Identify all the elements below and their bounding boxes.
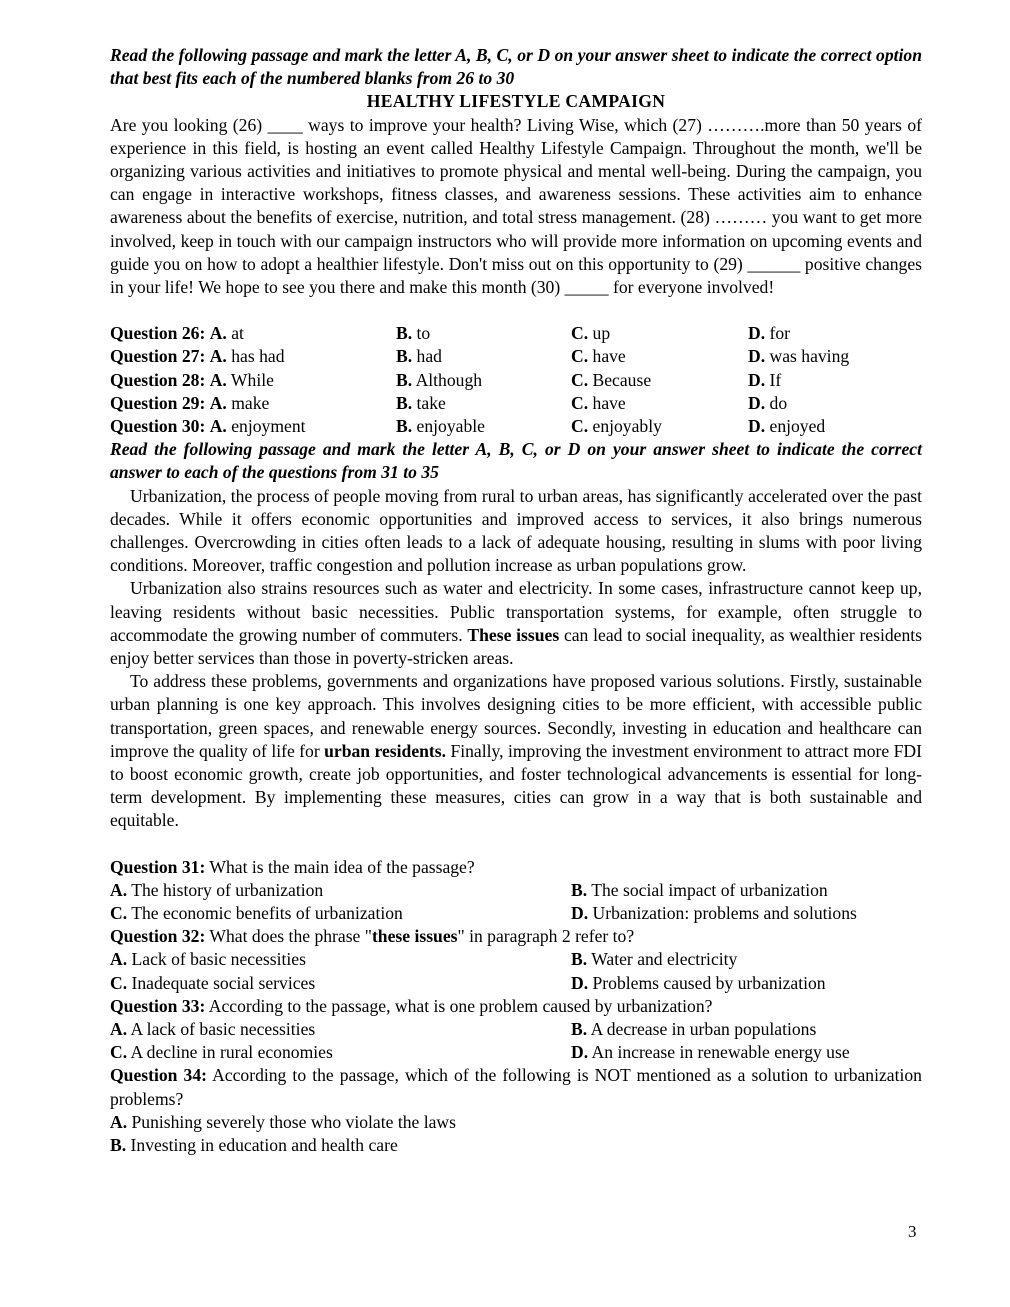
question-34 xyxy=(110,1064,922,1157)
question-32 xyxy=(110,925,922,995)
option-a[interactable]: A. The history of urbanization xyxy=(110,879,324,900)
question-label: Question 32: xyxy=(110,926,206,947)
option-c[interactable]: C. Inadequate social services xyxy=(110,972,316,993)
option-b[interactable]: B. take xyxy=(396,392,446,413)
option-d[interactable]: D. Problems caused by urbanization xyxy=(571,972,826,993)
question-text: According to the passage, which of the following is NOT mentioned as a solution to urbanization problems? xyxy=(110,1065,922,1109)
paragraph-text: Finally, improving the investment environment to attract more FDI to boost economic growth, create job opportunities, and foster technological advancements is essential for long-term development. By implementing these measures, cities can grow in a way that is both sustainable and equitable. xyxy=(110,740,922,831)
question-label: Question 34: xyxy=(110,1065,207,1086)
option-a[interactable]: Question 28: A. While xyxy=(110,369,274,390)
options-row xyxy=(110,948,922,971)
option-b[interactable]: B. enjoyable xyxy=(396,415,485,436)
question-text: What is the main idea of the passage? xyxy=(209,856,475,877)
option-a[interactable]: A. Lack of basic necessities xyxy=(110,949,306,970)
option-b[interactable]: B. The social impact of urbanization xyxy=(571,879,828,900)
page-content xyxy=(110,44,922,1157)
option-c[interactable]: C. enjoyably xyxy=(571,415,662,436)
option-b[interactable]: B. A decrease in urban populations xyxy=(571,1018,817,1039)
reading-paragraph-1: Urbanization, the process of people moving from rural to urban areas, has significantly accelerated over the past decades. While it offers economic opportunities and improved access to services, it also brings numerous challenges. Overcrowding in cities often leads to a lack of adequate housing, resulting in slums with poor living conditions. Moreover, traffic congestion and pollution increase as urban populations grow. xyxy=(110,485,922,576)
cloze-question-list xyxy=(110,322,922,438)
option-d[interactable]: D. If xyxy=(748,369,782,390)
option-a[interactable]: A. A lack of basic necessities xyxy=(110,1018,316,1039)
question-label: Question 33: xyxy=(110,995,206,1016)
option-a[interactable]: Question 30: A. enjoyment xyxy=(110,415,306,436)
page-number: 3 xyxy=(908,1222,917,1241)
option-c[interactable]: C. have xyxy=(571,392,626,413)
question-31 xyxy=(110,856,922,926)
reading-paragraph-2 xyxy=(110,577,922,670)
option-a[interactable]: Question 26: A. at xyxy=(110,323,244,344)
option-b[interactable]: B. Investing in education and health care xyxy=(110,1134,398,1155)
option-c[interactable]: C. The economic benefits of urbanization xyxy=(110,903,403,924)
highlighted-phrase: urban residents. xyxy=(324,740,447,761)
option-d[interactable]: D. for xyxy=(748,323,791,344)
option-c[interactable]: C. Because xyxy=(571,369,652,390)
option-d[interactable]: D. An increase in renewable energy use xyxy=(571,1042,850,1063)
options-row xyxy=(110,1041,922,1064)
option-a[interactable]: A. Punishing severely those who violate the laws xyxy=(110,1111,456,1132)
option-c[interactable]: C. have xyxy=(571,346,626,367)
options-row xyxy=(110,972,922,995)
question-row xyxy=(110,392,922,415)
paragraph-text: To address these problems, governments and organizations have proposed various solutions. Firstly, sustainable urban planning is one key approach. This involves designing cities to be more efficient, with accessible public transportation, green spaces, and renewable energy sources. Secondly, investing in education and healthcare can improve the quality of life for xyxy=(110,671,922,761)
option-b[interactable]: B. had xyxy=(396,346,442,367)
question-text: What does the phrase "these issues" in paragraph 2 refer to? xyxy=(209,926,635,947)
paragraph-text: can lead to social inequality, as wealthier residents enjoy better services than those in poverty-stricken areas. xyxy=(110,624,922,668)
options-row xyxy=(110,879,922,902)
option-d[interactable]: D. do xyxy=(748,392,788,413)
question-text: According to the passage, what is one problem caused by urbanization? xyxy=(208,995,713,1016)
question-row xyxy=(110,369,922,392)
option-b[interactable]: B. Although xyxy=(396,369,483,390)
options-row xyxy=(110,1018,922,1041)
spacer xyxy=(110,833,922,856)
paragraph-text: Urbanization also strains resources such as water and electricity. In some cases, infrastructure cannot keep up, leaving residents without basic necessities. Public transportation systems, for example, often struggle to accommodate the growing number of commuters. xyxy=(110,578,922,645)
question-label: Question 31: xyxy=(110,856,206,877)
question-33 xyxy=(110,995,922,1065)
option-c[interactable]: C. up xyxy=(571,323,611,344)
option-c[interactable]: C. A decline in rural economies xyxy=(110,1042,333,1063)
section2-instruction: Read the following passage and mark the letter A, B, C, or D on your answer sheet to indicate the correct answer to each of the questions from 31 to 35 xyxy=(110,439,922,483)
passage-cloze: Are you looking (26) ____ ways to improve your health? Living Wise, which (27) ……….more than 50 years of experience in this field, is hosting an event called Healthy Lifestyle Campaign. Throughout the month, we'll be organizing various activities and initiatives to promote physical and mental well-being. During the campaign, you can engage in interactive workshops, fitness classes, and awareness sessions. These activities aim to enhance awareness about the benefits of exercise, nutrition, and total stress management. (28) ……… you want to get more involved, keep in touch with our campaign instructors who will provide more information on upcoming events and guide you on how to adopt a healthier lifestyle. Don't miss out on this opportunity to (29) ______ positive changes in your life! We hope to see you there and make this month (30) _____ for everyone involved! xyxy=(110,114,922,298)
option-b[interactable]: B. to xyxy=(396,323,431,344)
question-row xyxy=(110,345,922,368)
spacer xyxy=(110,299,922,322)
reading-paragraph-3 xyxy=(110,670,922,832)
option-a[interactable]: Question 29: A. make xyxy=(110,392,270,413)
section1-instruction: Read the following passage and mark the letter A, B, C, or D on your answer sheet to indicate the correct option that best fits each of the numbered blanks from 26 to 30 xyxy=(110,45,922,89)
question-row xyxy=(110,322,922,345)
options-row xyxy=(110,902,922,925)
option-d[interactable]: D. Urbanization: problems and solutions xyxy=(571,903,857,924)
option-a[interactable]: Question 27: A. has had xyxy=(110,346,285,367)
option-d[interactable]: D. was having xyxy=(748,346,850,367)
passage-title: HEALTHY LIFESTYLE CAMPAIGN xyxy=(366,91,666,112)
option-d[interactable]: D. enjoyed xyxy=(748,415,826,436)
highlighted-phrase: These issues xyxy=(467,624,560,645)
question-row xyxy=(110,415,922,438)
option-b[interactable]: B. Water and electricity xyxy=(571,949,738,970)
